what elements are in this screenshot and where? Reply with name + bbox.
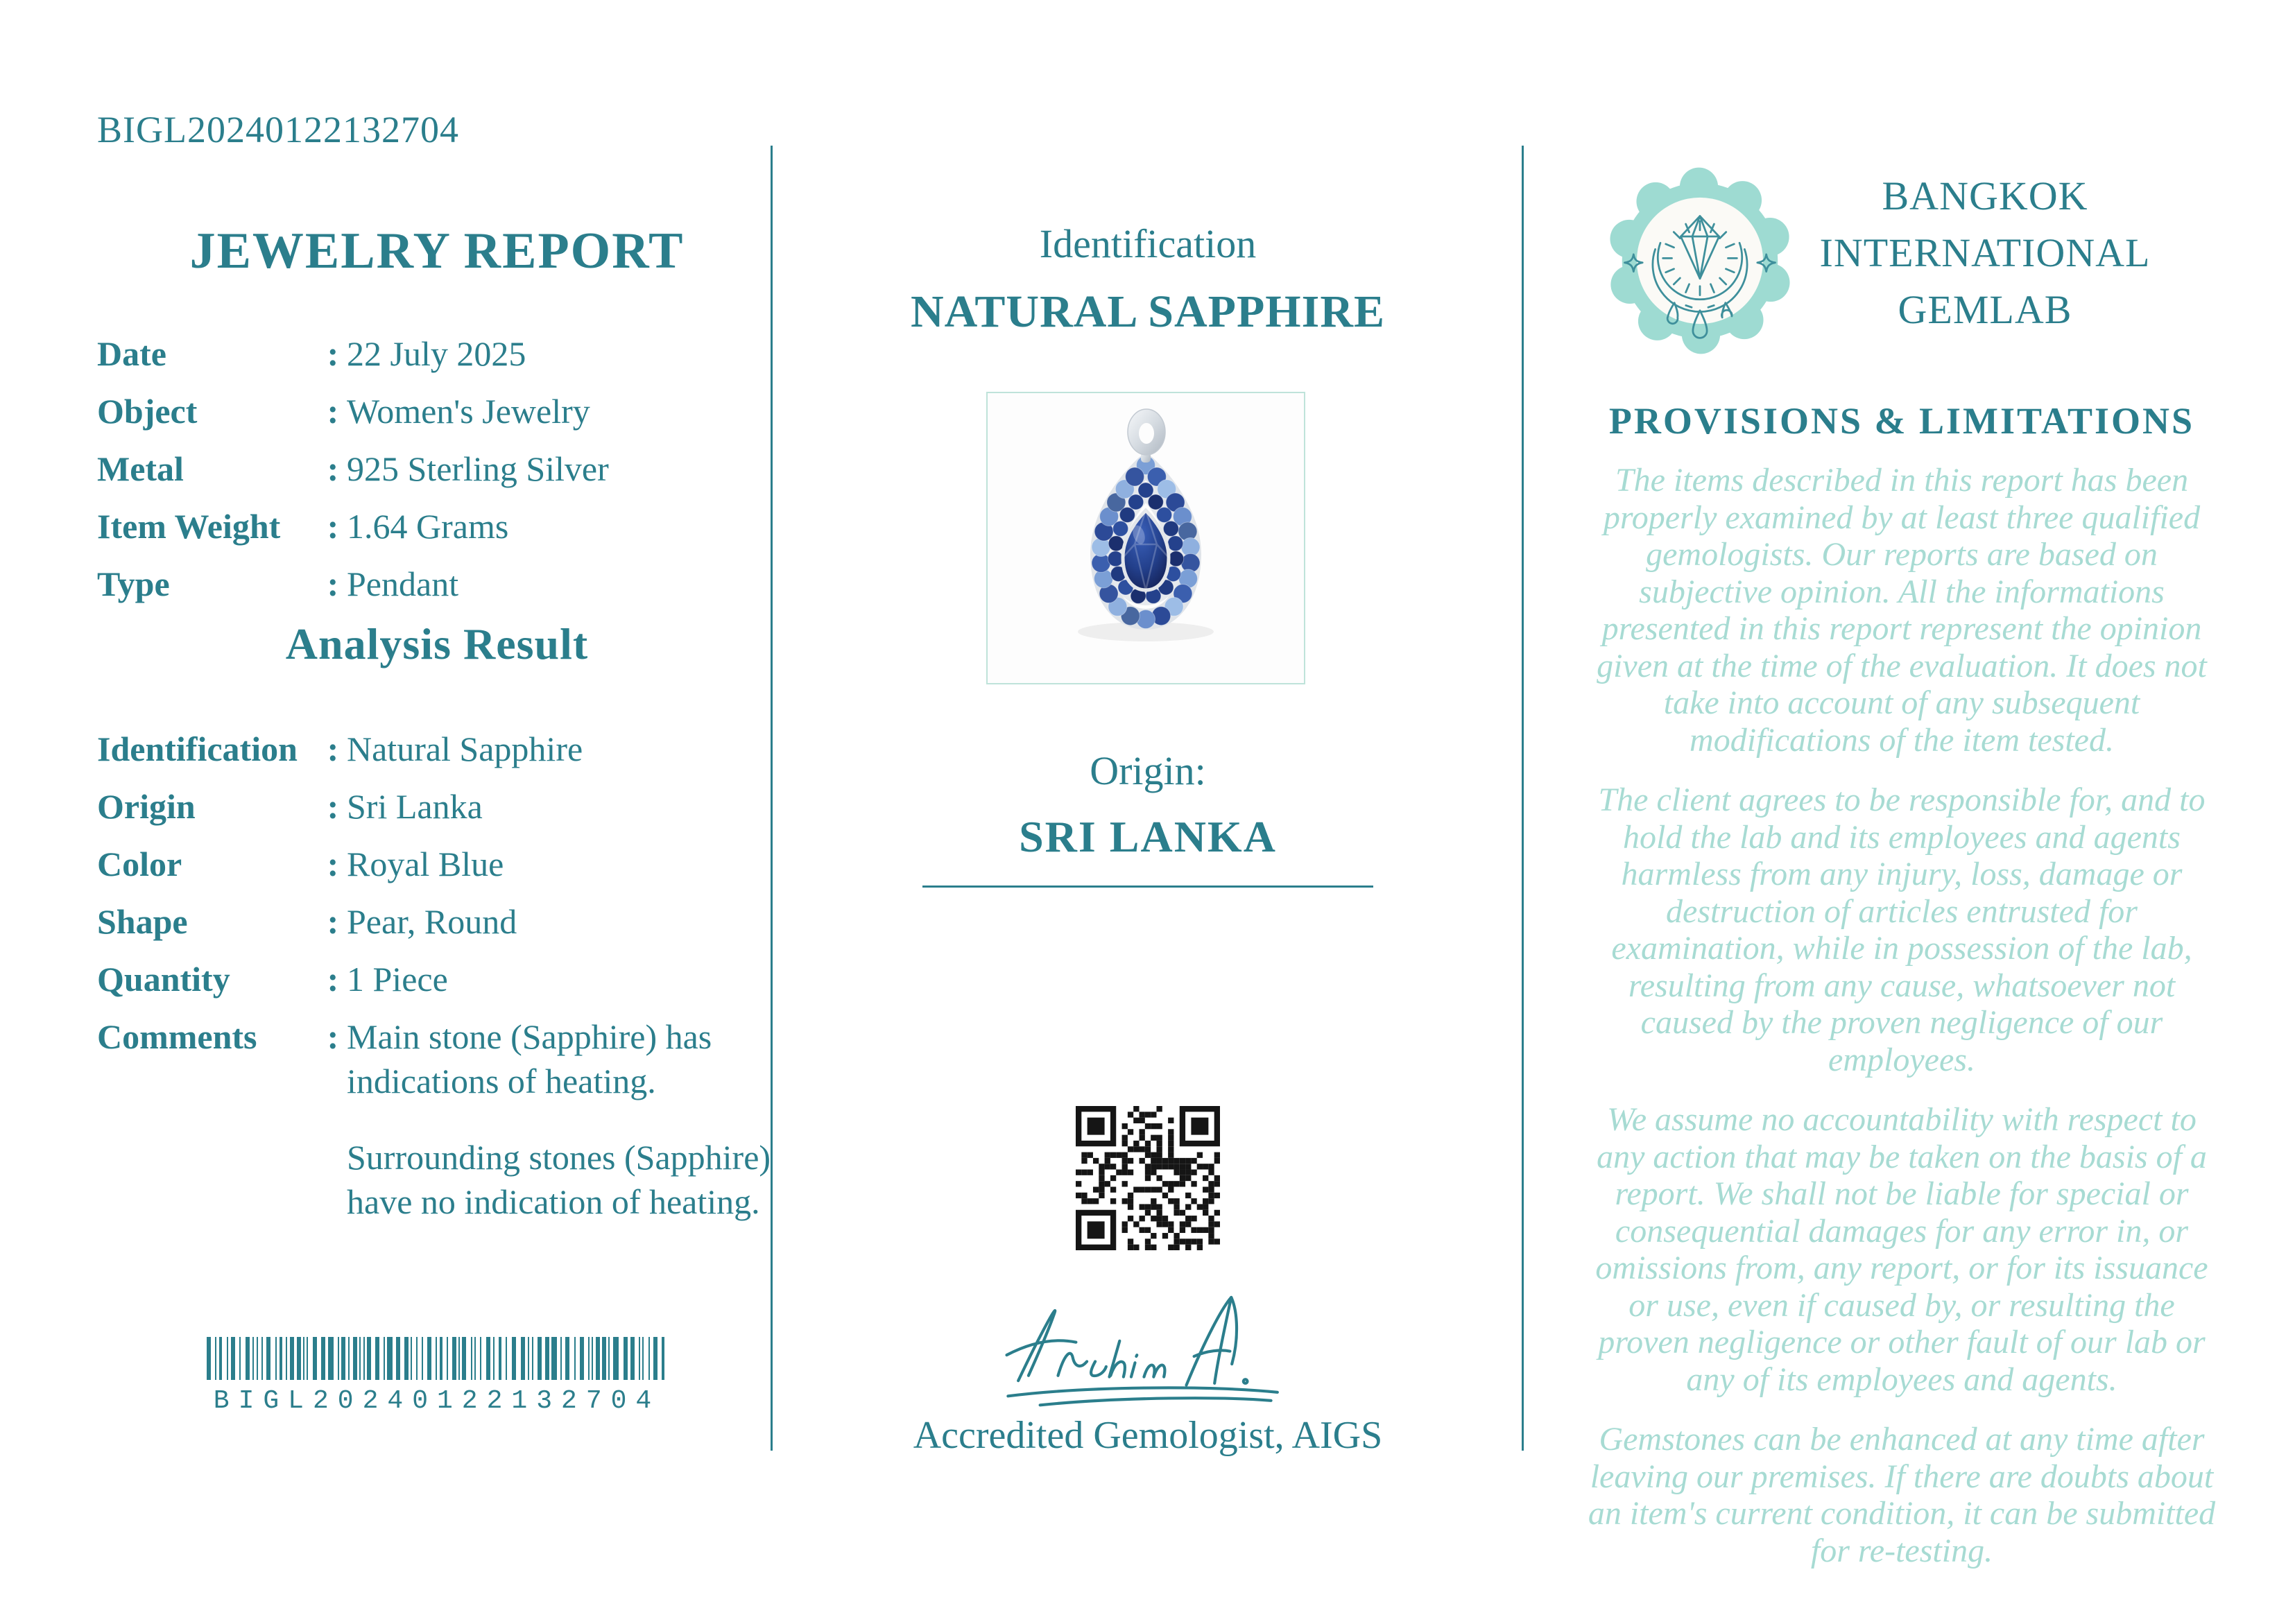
detail-value: 1.64 Grams — [347, 507, 509, 546]
colon: : — [327, 902, 339, 941]
barcode-text: BIGL20240122132704 — [213, 1386, 661, 1416]
provision-paragraph: The items described in this report has been properly examined by at least three qualified gemologists. Our reports are based on subjective opinion. All the informations presented in this report represent the opinion given at the time of the evaluation. It does not take into account of any subsequent modifications of the item tested. — [1597, 462, 2207, 759]
analysis-row-comments — [97, 1014, 791, 1224]
detail-value: Pendant — [347, 564, 459, 603]
report-number: BIGL20240122132704 — [97, 109, 459, 150]
sapphire-pendant-icon — [988, 393, 1304, 683]
detail-value: Women's Jewelry — [347, 392, 590, 431]
horizontal-rule — [922, 886, 1373, 888]
analysis-label: Shape — [97, 902, 188, 941]
colon: : — [327, 845, 339, 883]
gemologist-signature — [981, 1279, 1314, 1408]
analysis-label: Color — [97, 845, 182, 883]
provision-paragraph: Gemstones can be enhanced at any time after leaving our premises. If there are doubts about an item's current condition, it can be submitted for re-testing. — [1588, 1421, 2216, 1569]
analysis-value: 1 Piece — [347, 960, 448, 999]
analysis-label: Identification — [97, 729, 298, 768]
colon: : — [327, 564, 339, 603]
analysis-label: Origin — [97, 787, 196, 826]
provisions-text — [1583, 462, 2221, 1592]
lab-name-line: BANGKOK — [1882, 173, 2088, 218]
jewelry-report-title: JEWELRY REPORT — [189, 223, 685, 279]
analysis-row-identification — [97, 727, 791, 771]
analysis-row-quantity — [97, 957, 791, 1001]
detail-label: Object — [97, 392, 198, 431]
colon: : — [327, 729, 339, 768]
detail-label: Metal — [97, 449, 184, 488]
detail-row-object — [97, 389, 791, 433]
signer-title: Accredited Gemologist, AIGS — [913, 1414, 1383, 1457]
barcode-bars-icon — [207, 1337, 667, 1380]
analysis-value: Sri Lanka — [347, 787, 483, 826]
comment-main-stone: Main stone (Sapphire) has indications of heating. — [347, 1017, 712, 1100]
colon: : — [327, 1017, 339, 1056]
detail-row-item-weight — [97, 504, 791, 548]
colon: : — [327, 960, 339, 999]
pendant-photo — [986, 392, 1305, 684]
analysis-value: Royal Blue — [347, 845, 504, 883]
colon: : — [327, 392, 339, 431]
provision-paragraph: The client agrees to be responsible for, and to hold the lab and its employees and agents harmless from any injury, loss, damage or destruction of articles entrusted for examination, while in possession of the lab, resulting from any cause, whatsoever not caused by the proven negligence of our employees. — [1598, 781, 2206, 1078]
report-details-column — [97, 0, 777, 1624]
detail-label: Type — [97, 564, 170, 603]
origin-value: SRI LANKA — [1019, 812, 1277, 861]
identification-heading: Identification — [1039, 221, 1257, 266]
comments-value — [347, 1014, 777, 1224]
barcode — [207, 1337, 667, 1416]
analysis-row-shape — [97, 899, 791, 944]
comments-label: Comments — [97, 1017, 257, 1056]
gemlab-badge-icon — [1604, 165, 1796, 356]
comment-surrounding-stones: Surrounding stones (Sapphire) have no indication of heating. — [347, 1138, 771, 1221]
detail-label: Item Weight — [97, 507, 281, 546]
analysis-result-title: Analysis Result — [285, 619, 589, 668]
qr-code-icon — [1076, 1106, 1220, 1250]
detail-value: 22 July 2025 — [347, 334, 526, 373]
lab-name — [1798, 168, 2172, 338]
lab-name-line: INTERNATIONAL — [1819, 230, 2151, 275]
lab-name-line: GEMLAB — [1898, 287, 2072, 332]
identification-result: NATURAL SAPPHIRE — [910, 286, 1386, 337]
signature-icon — [981, 1279, 1314, 1408]
analysis-row-color — [97, 842, 791, 886]
lab-provisions-column — [1569, 0, 2235, 1624]
silver-bail — [1128, 409, 1165, 463]
qr-code — [1076, 1106, 1220, 1250]
detail-row-metal — [97, 447, 791, 491]
colon: : — [327, 449, 339, 488]
colon: : — [327, 787, 339, 826]
detail-value: 925 Sterling Silver — [347, 449, 609, 488]
analysis-label: Quantity — [97, 960, 230, 999]
origin-heading: Origin: — [1090, 748, 1206, 793]
detail-label: Date — [97, 334, 166, 373]
analysis-value: Pear, Round — [347, 902, 517, 941]
analysis-row-origin — [97, 784, 791, 829]
identification-column — [811, 0, 1484, 1624]
gemlab-logo — [1604, 165, 1796, 356]
provisions-title: PROVISIONS & LIMITATIONS — [1608, 400, 2195, 442]
colon: : — [327, 334, 339, 373]
detail-row-date — [97, 331, 791, 376]
analysis-value: Natural Sapphire — [347, 729, 583, 768]
detail-row-type — [97, 562, 791, 606]
colon: : — [327, 507, 339, 546]
column-divider-right — [1522, 146, 1524, 1451]
provision-paragraph: We assume no accountability with respect to any action that may be taken on the basis of a report. We shall not be liable for special or consequential damages for any error in, or omissions from, any report, or for its issuance or use, even if caused by, or resulting the proven negligence or other fault of our lab or any of its employees and agents. — [1595, 1101, 2208, 1398]
